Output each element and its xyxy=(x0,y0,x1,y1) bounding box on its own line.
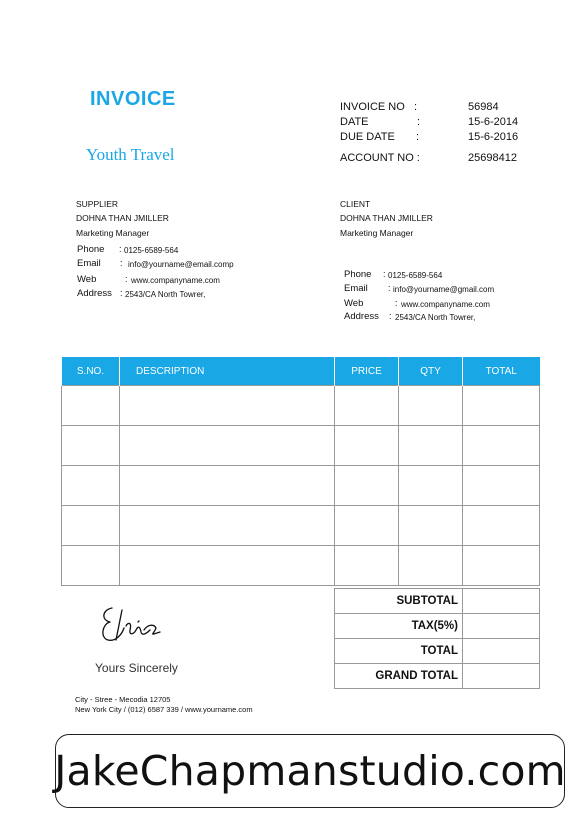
client-email: info@yourname@gmail.com xyxy=(393,285,495,294)
column-header-price: PRICE xyxy=(335,357,399,386)
supplier-role: Marketing Manager xyxy=(76,228,150,238)
cell-qty[interactable] xyxy=(399,466,463,506)
supplier-web-label: Web xyxy=(77,274,97,285)
supplier-web-colon: : xyxy=(125,274,128,284)
date-label: DATE xyxy=(340,116,369,128)
account-number-value: 25698412 xyxy=(468,152,517,164)
supplier-address: 2543/CA North Towrer, xyxy=(125,290,206,299)
invoice-number-colon: : xyxy=(414,101,418,113)
subtotal-label: SUBTOTAL xyxy=(335,589,463,614)
table-row xyxy=(62,506,540,546)
supplier-phone-label: Phone xyxy=(77,244,105,255)
subtotal-row xyxy=(335,589,540,614)
table-row xyxy=(62,546,540,586)
cell-price[interactable] xyxy=(335,386,399,426)
supplier-web: www.companyname.com xyxy=(131,276,220,285)
cell-sno[interactable] xyxy=(62,426,120,466)
client-role: Marketing Manager xyxy=(340,228,414,238)
client-phone-label: Phone xyxy=(344,269,372,280)
client-phone: 0125-6589-564 xyxy=(388,271,443,280)
cell-total[interactable] xyxy=(463,466,540,506)
cell-qty[interactable] xyxy=(399,546,463,586)
grand-total-label: GRAND TOTAL xyxy=(335,664,463,689)
tax-value[interactable] xyxy=(463,614,540,639)
cell-description[interactable] xyxy=(120,426,335,466)
cell-total[interactable] xyxy=(463,506,540,546)
supplier-heading: SUPPLIER xyxy=(76,199,119,209)
tax-label: TAX(5%) xyxy=(335,614,463,639)
client-phone-colon: : xyxy=(383,269,386,279)
client-name: DOHNA THAN JMILLER xyxy=(340,213,433,223)
total-label: TOTAL xyxy=(335,639,463,664)
supplier-address-label: Address xyxy=(77,288,112,299)
totals-table xyxy=(334,588,540,689)
invoice-number-value: 56984 xyxy=(468,101,499,113)
client-heading: CLIENT xyxy=(340,199,371,209)
cell-qty[interactable] xyxy=(399,386,463,426)
cell-description[interactable] xyxy=(120,386,335,426)
cell-sno[interactable] xyxy=(62,546,120,586)
supplier-phone: 0125-6589-564 xyxy=(124,246,179,255)
cell-sno[interactable] xyxy=(62,506,120,546)
column-header-total: TOTAL xyxy=(463,357,540,386)
client-address-colon: : xyxy=(389,311,392,321)
supplier-name: DOHNA THAN JMILLER xyxy=(76,213,169,223)
company-name: Youth Travel xyxy=(86,145,175,164)
cell-price[interactable] xyxy=(335,506,399,546)
date-colon: : xyxy=(417,116,421,128)
client-web-colon: : xyxy=(395,298,398,308)
supplier-email-colon: : xyxy=(120,258,123,268)
client-web: www.companyname.com xyxy=(401,300,490,309)
due-date-label: DUE DATE xyxy=(340,131,395,143)
grand-total-row xyxy=(335,664,540,689)
total-value[interactable] xyxy=(463,639,540,664)
table-row xyxy=(62,386,540,426)
invoice-title: INVOICE xyxy=(90,88,176,110)
cell-price[interactable] xyxy=(335,426,399,466)
client-address: 2543/CA North Towrer, xyxy=(395,313,476,322)
cell-sno[interactable] xyxy=(62,466,120,506)
table-row xyxy=(62,426,540,466)
cell-description[interactable] xyxy=(120,546,335,586)
cell-price[interactable] xyxy=(335,466,399,506)
client-address-label: Address xyxy=(344,311,379,322)
supplier-email-label: Email xyxy=(77,258,101,269)
cell-total[interactable] xyxy=(463,546,540,586)
subtotal-value[interactable] xyxy=(463,589,540,614)
client-email-label: Email xyxy=(344,283,368,294)
cell-total[interactable] xyxy=(463,426,540,466)
client-web-label: Web xyxy=(344,298,364,309)
column-header-description: DESCRIPTION xyxy=(120,357,335,386)
supplier-address-colon: : xyxy=(120,288,123,298)
supplier-email: info@yourname@email.comp xyxy=(128,260,234,269)
cell-description[interactable] xyxy=(120,466,335,506)
grand-total-value[interactable] xyxy=(463,664,540,689)
cell-qty[interactable] xyxy=(399,426,463,466)
cell-sno[interactable] xyxy=(62,386,120,426)
total-row xyxy=(335,639,540,664)
line-items-table xyxy=(61,357,540,586)
column-header-sno: S.NO. xyxy=(62,357,120,386)
tax-row xyxy=(335,614,540,639)
watermark-banner xyxy=(55,734,565,808)
footer-address-line-1: City - Stree - Mecodia 12705 xyxy=(75,695,171,704)
client-email-colon: : xyxy=(388,283,391,293)
table-row xyxy=(62,466,540,506)
due-date-value: 15-6-2016 xyxy=(468,131,519,143)
signature-image xyxy=(98,600,164,648)
table-header-row xyxy=(62,357,540,386)
date-value: 15-6-2014 xyxy=(468,116,519,128)
supplier-phone-colon: : xyxy=(119,244,122,254)
column-header-qty: QTY xyxy=(399,357,463,386)
cell-price[interactable] xyxy=(335,546,399,586)
watermark-text: JakeChapmanstudio.com xyxy=(54,747,566,795)
due-date-colon: : xyxy=(416,131,420,143)
invoice-number-label: INVOICE NO xyxy=(340,101,405,113)
footer-address-line-2: New York City / (012) 6587 339 / www.yourname.com xyxy=(75,705,253,714)
account-number-label: ACCOUNT NO : xyxy=(340,152,420,164)
cell-qty[interactable] xyxy=(399,506,463,546)
closing-text: Yours Sincerely xyxy=(95,661,178,675)
cell-description[interactable] xyxy=(120,506,335,546)
cell-total[interactable] xyxy=(463,386,540,426)
